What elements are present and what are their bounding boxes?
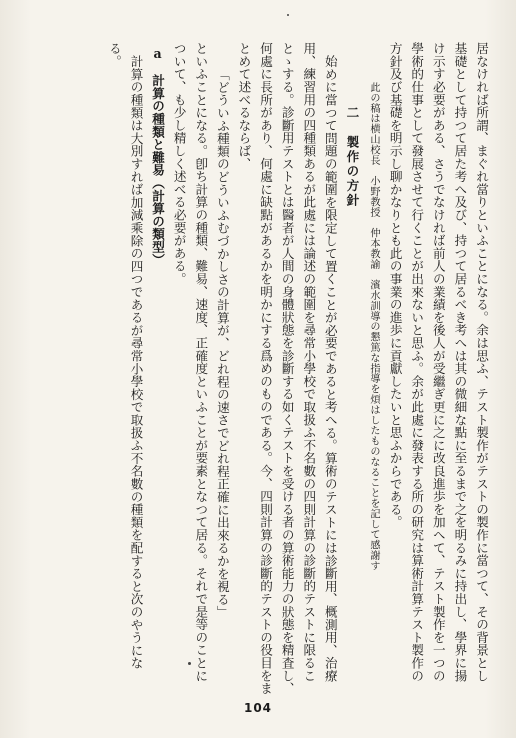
- paper-speck: [287, 14, 289, 16]
- text-line: ついて、も少し精しく述べる必要がある。: [171, 42, 187, 286]
- body-text: [22, 42, 492, 695]
- acknowledgement-note: 此の稿は横山校長 小野教授 仲本教諭 濱水訓導の懇篤な指導を煩はしたものなることを記して感謝す: [368, 82, 380, 571]
- text-line: 學術的仕事として發展させて行くことが出來ないと思ふ。余が此處に發表する所の研究は算術計算テスト製作の: [409, 42, 425, 682]
- text-line: る。: [106, 42, 122, 68]
- text-line: け示す必要がある、さうでなければ前人の業績を後人が受繼ぎ更に之に改良進歩を加へて、テスト製作を一つの: [430, 42, 446, 682]
- text-line: 計算の種類は大別すれば加減乘除の四つであるが尋常小學校で取扱ふ不名數の種類を配すると次のやうにな: [128, 55, 144, 670]
- text-line: 始めに當つて問題の範圍を限定して置くことが必要であると考へる。算術のテストには診斷用、概測用、治療: [322, 55, 338, 683]
- text-line: 「どういふ種類のどういふむづかしさの計算が、どれ程の速さでどれ程正確に出來るかを視る」: [214, 68, 230, 619]
- text-line: といふことになる。卽ち計算の種類、難易、速度、正確度といふことが要素となつて居る。それで是等のことに: [193, 42, 209, 682]
- text-line: とめて述べるならば、: [236, 42, 252, 170]
- subsection-heading: a 計算の種類と難易（計算の類型）: [150, 46, 166, 266]
- text-line: 用、練習用の四種類あるが此處には論述の範圍を尋常小學校で取扱ふ不名數の四則計算の診斷的テストに限るこ: [301, 42, 317, 682]
- text-line: 基礎として持つて居た考へ及び、持つて居るべき考へは其の微細な點に至るまで之を明るみに持出し、學界に揚: [452, 42, 468, 682]
- text-line: 何處に長所があり、何處に缺點があるかを明かにする爲めのものである。今、四則計算の診斷的テストの役目をま: [258, 42, 274, 695]
- text-line: 居なければ所謂、まぐれ當りといふことになる。余は思ふ、テスト製作がテストの製作に當つて、その背景とし: [474, 42, 489, 682]
- text-line: 方針及び基礎を明示し聊かなりとも此の事業の進歩に貢獻したいと思ふからである。: [387, 42, 403, 529]
- page-number: 104: [243, 701, 273, 715]
- section-heading: 二 製作の方針: [344, 106, 360, 209]
- paper-speck: [188, 662, 191, 665]
- text-line: とゝする。診斷用テストとは醫者が人間の身體狀態を診斷する如くテストを受ける者の算術能力の狀態を精査し、: [279, 42, 295, 695]
